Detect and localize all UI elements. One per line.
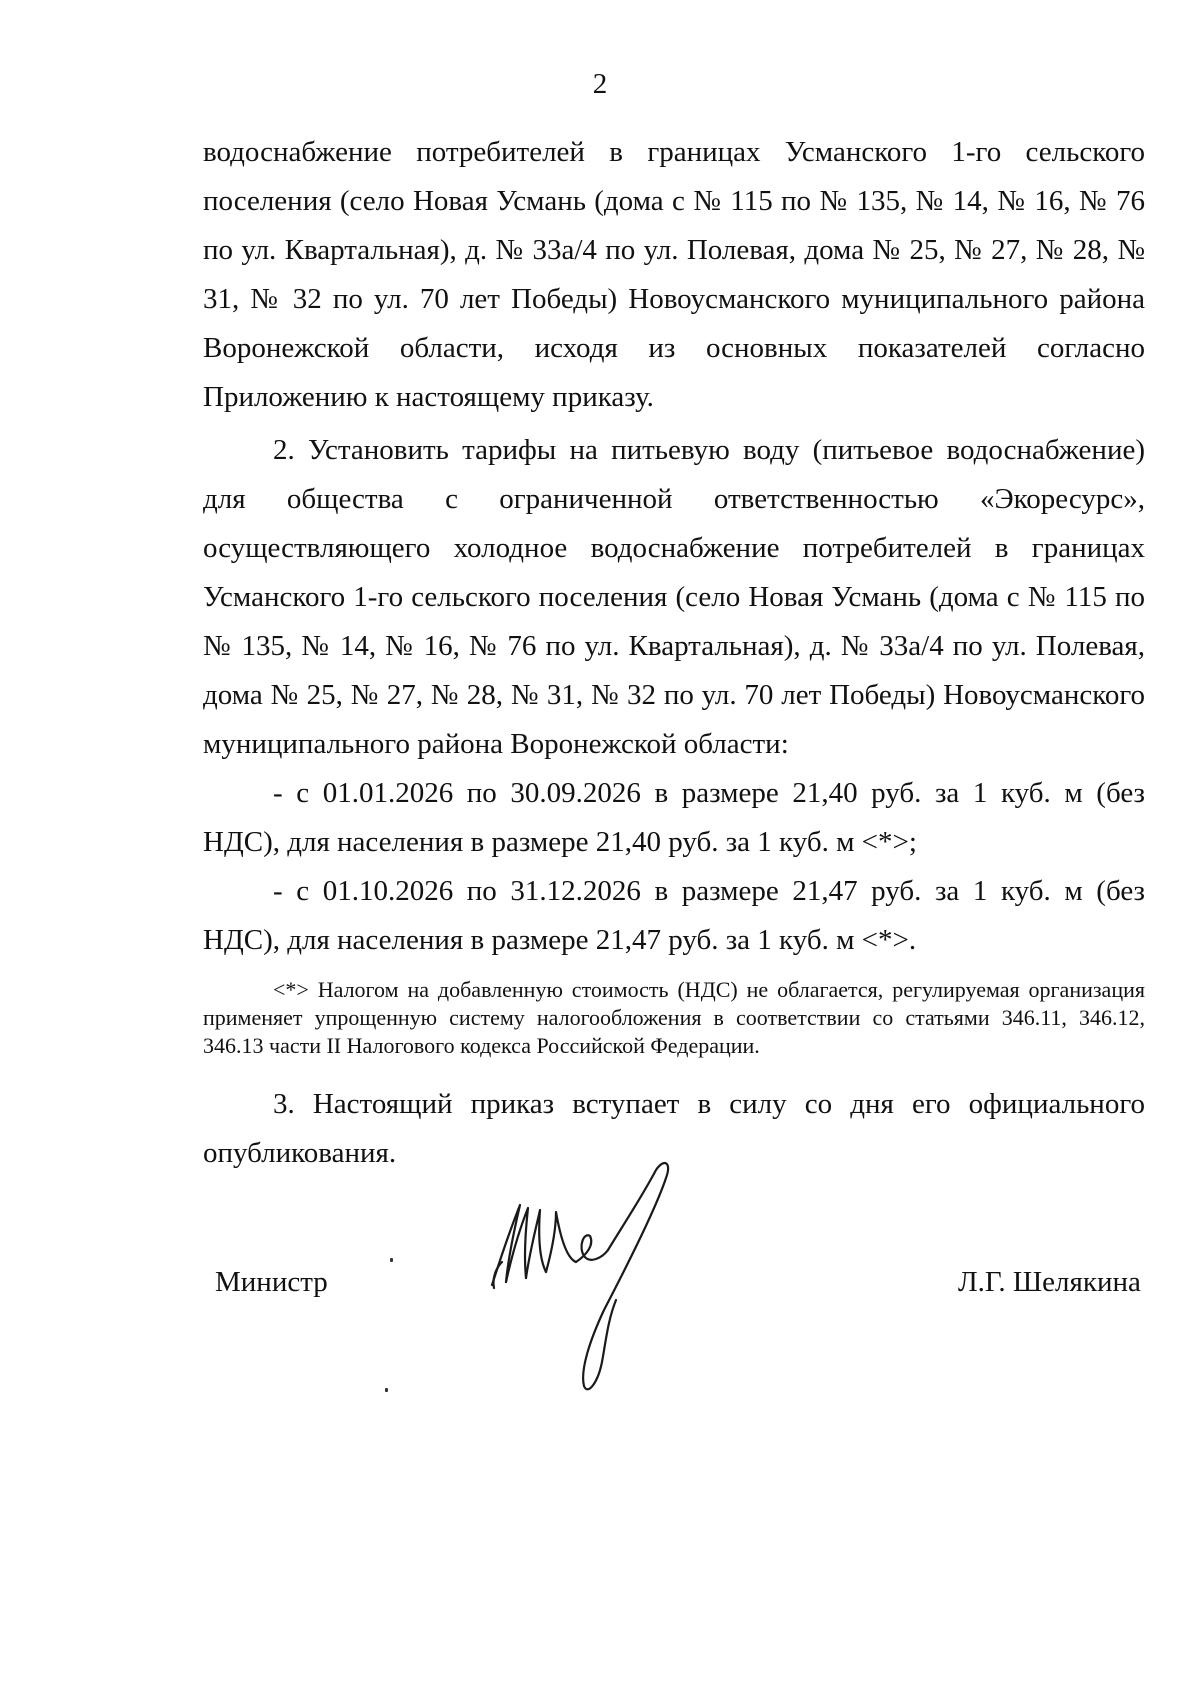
tariff-item-2: - с 01.10.2026 по 31.12.2026 в размере 21,47 руб. за 1 куб. м (без НДС), для населения в размере 21,47 руб. за 1 куб. м <*>. xyxy=(203,875,1145,956)
paragraph-2: 2. Установить тарифы на питьевую воду (питьевое водоснабжение) для общества с ограниченной ответственностью «Экоресурс», осуществляющего холодное водоснабжение потребителей в границах Усманского 1-го сельского поселения (село Новая Усмань (дома с № 115 по № 135, № 14, № 16, № 76 по ул. Квартальная), д. № 33а/4 по ул. Полевая, дома № 25, № 27, № 28, № 31, № 32 по ул. 70 лет Победы) Новоусманского муниципального района Воронежской области: xyxy=(203,434,1145,760)
page-number: 2 xyxy=(592,68,608,100)
paragraph-3: 3. Настоящий приказ вступает в силу со дня его официального опубликования. xyxy=(203,1088,1145,1169)
signer-position: Министр xyxy=(215,1266,328,1298)
footnote: <*> Налогом на добавленную стоимость (НДС) не облагается, регулируемая организация применяет упрощенную систему налогообложения в соответствии со статьями 346.11, 346.12, 346.13 части II Налогового кодекса Российской Федерации. xyxy=(203,977,1145,1058)
tariff-item-1: - с 01.01.2026 по 30.09.2026 в размере 21,40 руб. за 1 куб. м (без НДС), для населения в размере 21,40 руб. за 1 куб. м <*>; xyxy=(203,777,1145,858)
scan-speck xyxy=(385,1388,388,1392)
document-body xyxy=(203,128,1145,1178)
scan-speck xyxy=(390,1258,393,1262)
paragraph-continuation: водоснабжение потребителей в границах Усманского 1-го сельского поселения (село Новая Усмань (дома с № 115 по № 135, № 14, № 16, № 76 по ул. Квартальная), д. № 33а/4 по ул. Полевая, дома № 25, № 27, № 28, № 31, № 32 по ул. 70 лет Победы) Новоусманского муниципального района Воронежской области, исходя из основных показателей согласно Приложению к настоящему приказу. xyxy=(203,136,1145,413)
handwritten-signature xyxy=(480,1150,720,1410)
signer-name: Л.Г. Шелякина xyxy=(958,1266,1141,1298)
signature-block xyxy=(0,1150,1200,1410)
